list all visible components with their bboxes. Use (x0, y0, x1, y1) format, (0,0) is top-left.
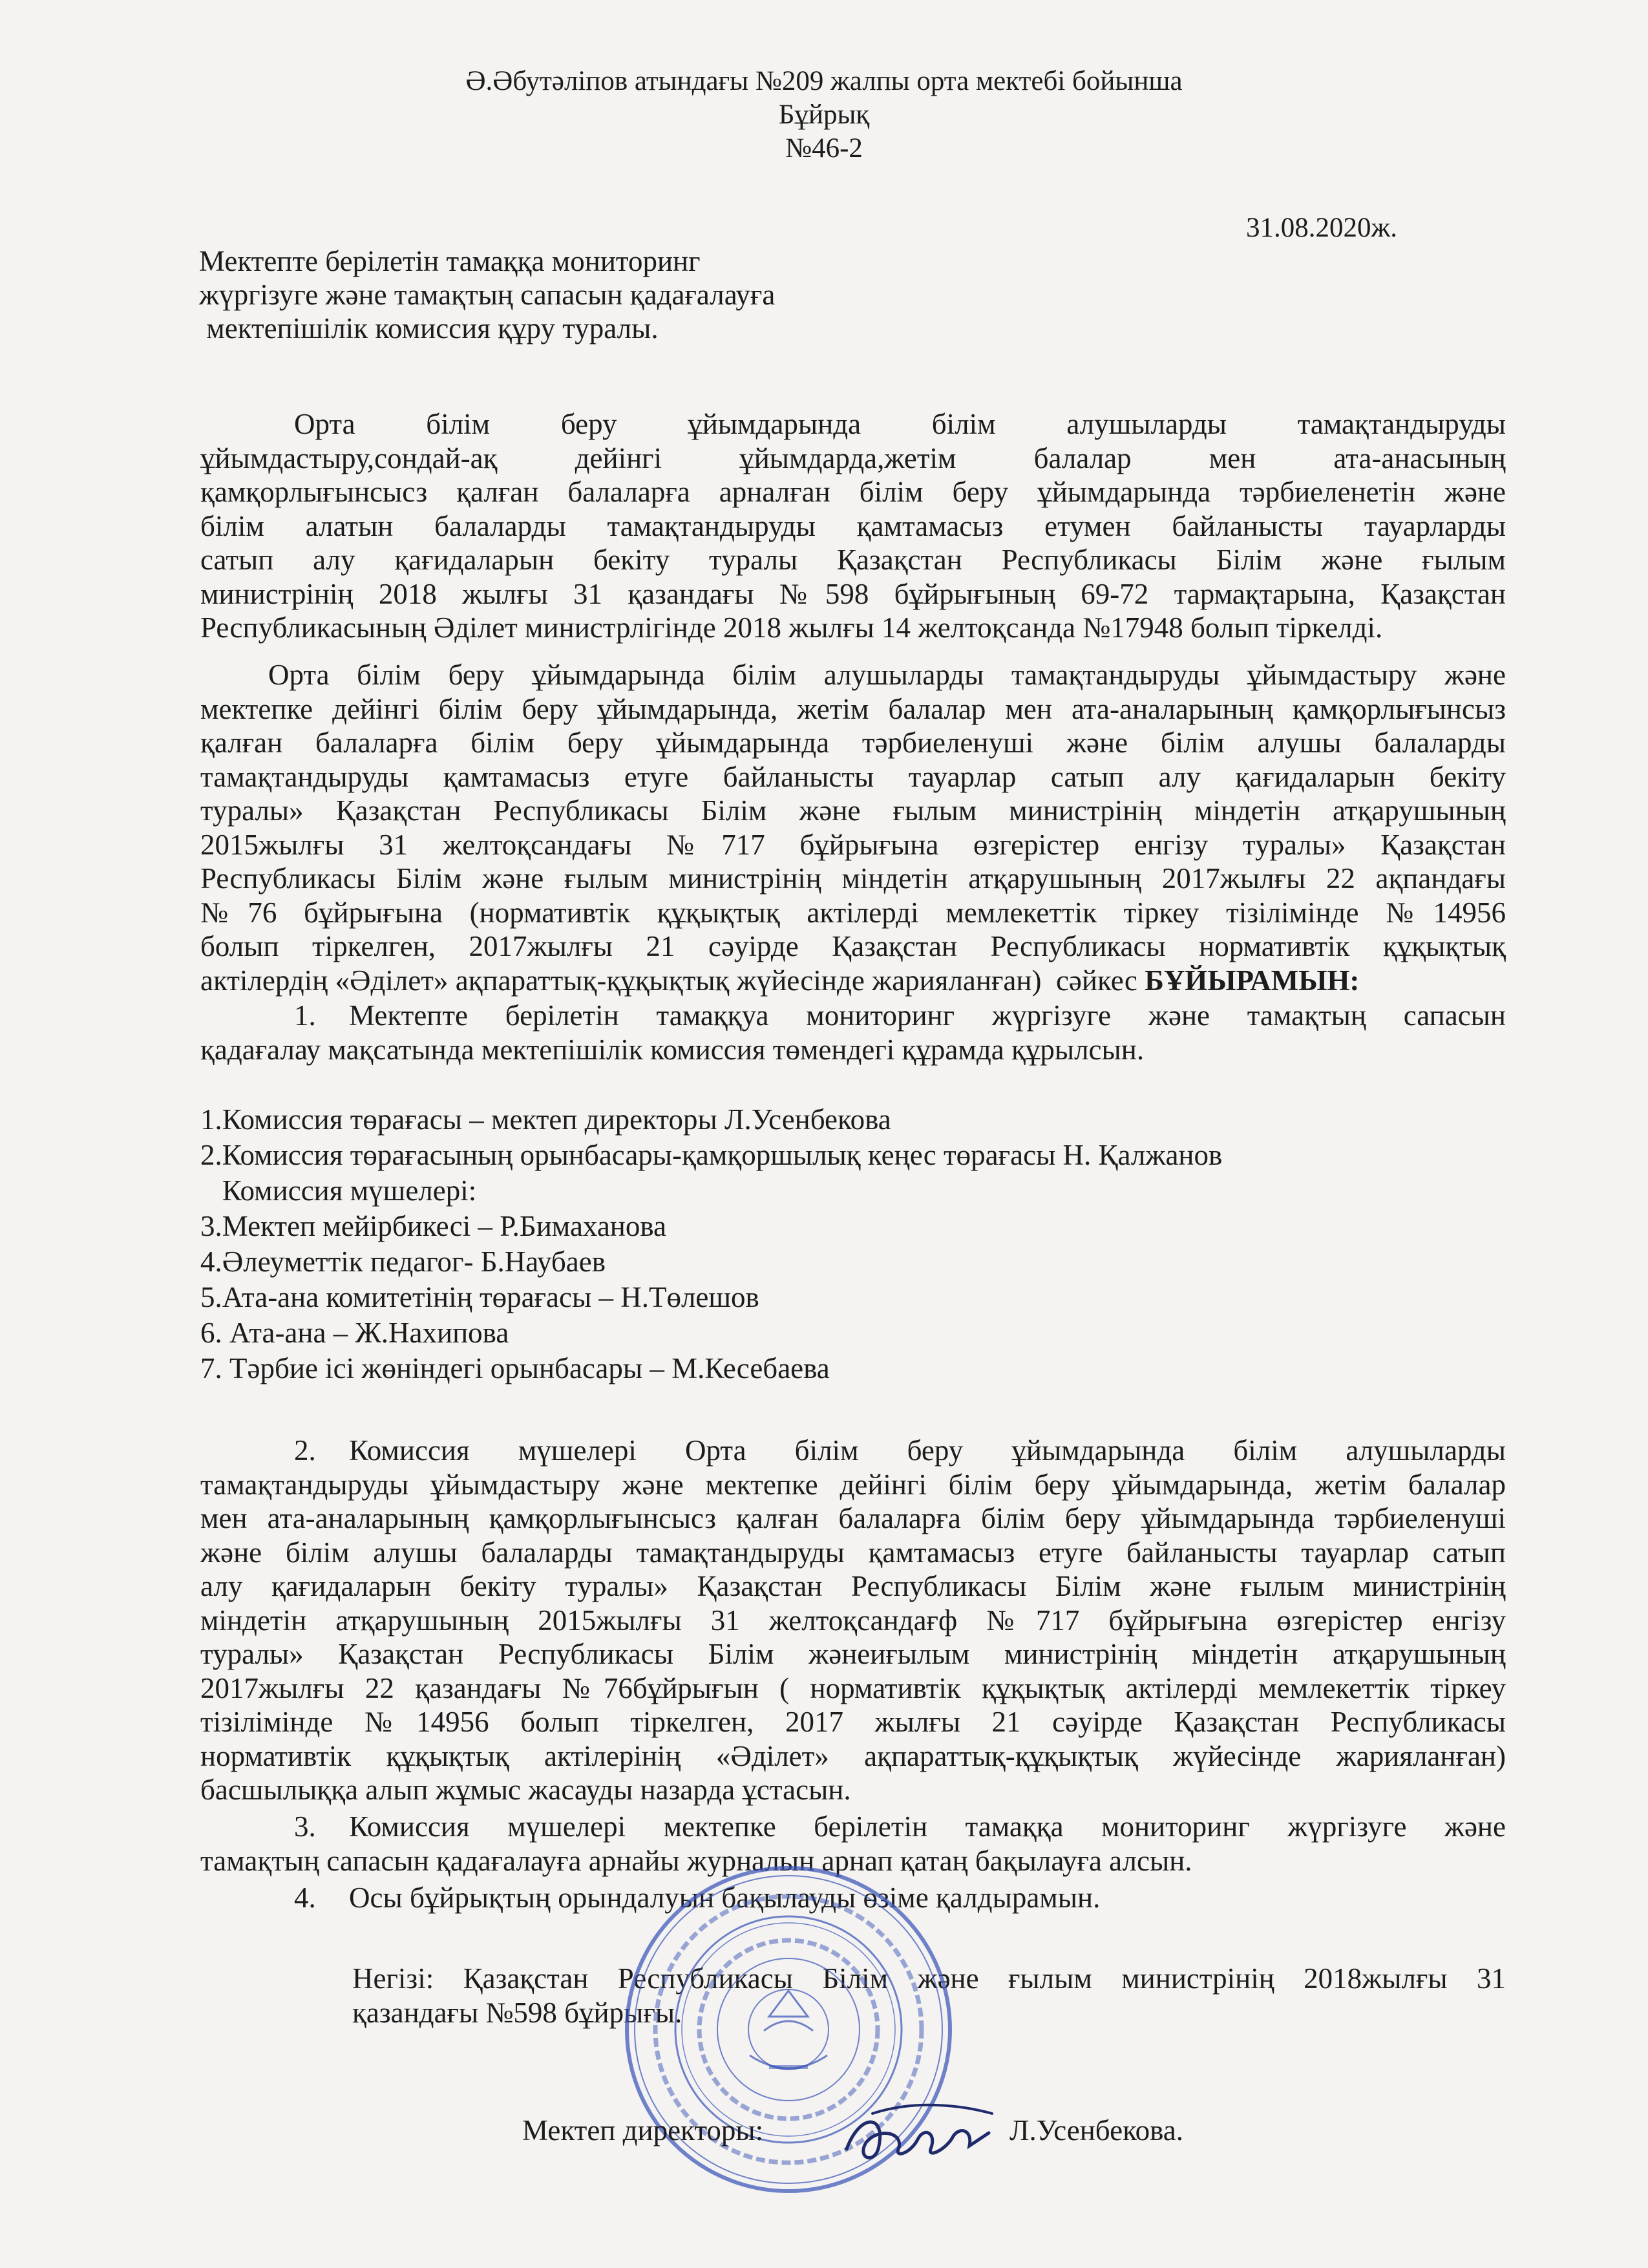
document-type: Бұйрық (778, 100, 870, 130)
text-line: туралы» Қазақстан Республикасы Білім және ғылым министрінің міндетін атқарушының (200, 794, 1506, 827)
item-number: 1. (294, 999, 316, 1032)
text-line: нормативтік құқықтық актілерінің «Әділет» ақпараттық-құқықтық жүйесінде жарияланған) (200, 1739, 1506, 1772)
item-number: 3. (294, 1810, 316, 1843)
subject-line: мектепішілік комиссия құру туралы. (199, 312, 659, 344)
text-line: министрінің 2018 жылғы 31 қазандағы №598 бұйрығының 69-72 тармақтарына, Қазақстан (200, 577, 1506, 610)
text-line: тізілімінде №14956 болып тіркелген, 2017 жылғы 21 сәуірде Қазақстан Республикасы (200, 1706, 1506, 1738)
text-line: басшылыққа алып жұмыс жасауды назарда ұстасын. (200, 1774, 851, 1806)
text-line: қазандағы №598 бұйрығы. (352, 1996, 682, 2029)
text-line: мектепке дейінгі білім беру ұйымдарында, жетім балалар мен ата-аналарының қамқорлығынсыз (200, 692, 1506, 725)
text-line: міндетін атқарушының 2015жылғы 31 желтоқсандағф №717 бұйрығына өзгерістер енгізу (200, 1604, 1506, 1637)
document-number: №46-2 (785, 133, 863, 164)
item-4-text: Осы бұйрықтың орындалуын бақылауды өзіме қалдырамын. (349, 1881, 1101, 1914)
text-line: туралы» Қазақстан Республикасы Білім жәнеиғылым министрінің міндетін атқарушының (200, 1638, 1506, 1670)
handwritten-signature (834, 2088, 1002, 2185)
member-line: 4.Әлеуметтік педагог- Б.Наубаев (200, 1245, 606, 1278)
text-line: Негізі: Қазақстан Республикасы Білім және ғылым министрінің 2018жылғы 31 (352, 1962, 1506, 1995)
document-date: 31.08.2020ж. (1246, 213, 1397, 243)
text-line: алу қағидаларын бекіту туралы» Қазақстан Республикасы Білім және ғылым министрінің (200, 1570, 1506, 1602)
subject-line: жүргізуге және тамақтың сапасын қадағалауға (199, 279, 776, 311)
text-line: Комиссия мүшелері мектепке берілетін тамаққа мониторинг жүргізуге және (349, 1810, 1506, 1843)
text-line: ұйымдастыру,сондай-ақ дейінгі ұйымдарда,жетім балалар мен ата-анасының (200, 441, 1506, 474)
item-1 (200, 999, 1506, 1066)
member-line: Комиссия мүшелері: (200, 1174, 477, 1207)
preamble-paragraph-2 (200, 658, 1506, 997)
text-line: тамақтың сапасын қадағалауға арнайы журналын арнап қатаң бақылауға алсын. (200, 1844, 1192, 1877)
text-line: және білім алушы балаларды тамақтандыруды қамтамасыз етуге байланысты тауарлар сатып (200, 1536, 1506, 1569)
member-line: 2.Комиссия төрағасының орынбасары-қамқоршылық кеңес төрағасы Н. Қалжанов (200, 1139, 1223, 1171)
member-line: 1.Комиссия төрағасы – мектеп директоры Л.Усенбекова (200, 1103, 891, 1136)
text-line (200, 964, 1506, 998)
text-line: №76 бұйрығына (нормативтік құқықтық актілерді мемлекеттік тіркеу тізілімінде №14956 (200, 896, 1506, 929)
text-line: қалған балаларға білім беру ұйымдарында тәрбиеленуші және білім алушы балаларды (200, 726, 1506, 759)
text-line: Орта білім беру ұйымдарында білім алушыларды тамақтандыруды ұйымдастыру және (268, 659, 1506, 691)
text-line: сатып алу қағидаларын бекіту туралы Қазақстан Республикасы Білім және ғылым (200, 544, 1506, 576)
text-line: 2015жылғы 31 желтоқсандағы №717 бұйрығына өзгерістер енгізу туралы» Қазақстан (200, 828, 1506, 861)
item-number: 4. (294, 1881, 316, 1914)
text-line: Мектепте берілетін тамаққуа мониторинг жүргізуге және тамақтың сапасын (349, 999, 1506, 1032)
text-line: Комиссия мүшелері Орта білім беру ұйымдарында білім алушыларды (349, 1434, 1506, 1467)
text-line: 2017жылғы 22 қазандағы №76бұйрығын ( нормативтік құқықтық актілерді мемлекеттік тіркеу (200, 1671, 1506, 1704)
text-line: білім алатын балаларды тамақтандыруды қамтамасыз етумен байланысты тауарларды (200, 509, 1506, 542)
text-line: Орта білім беру ұйымдарында білім алушыларды тамақтандыруды (294, 408, 1506, 440)
text-line: тамақтандыруды қамтамасыз етуге байланысты тауарлар сатып алу қағидаларын бекіту (200, 760, 1506, 793)
subject-line: Мектепте берілетін тамаққа мониторинг (199, 245, 701, 277)
text-line: қадағалау мақсатында мектепішілік комиссия төмендегі құрамда құрылсын. (200, 1033, 1145, 1066)
preamble-paragraph-1 (200, 407, 1506, 645)
signature-name: Л.Усенбекова. (1009, 2114, 1184, 2146)
text-line: Республикасы Білім және ғылым министрінің міндетін атқарушының 2017жылғы 22 ақпандағы (200, 862, 1506, 895)
text-line: мен ата-аналарының қамқорлығынсысз қалған балаларға білім беру ұйымдарында тәрбиеленуші (200, 1502, 1506, 1534)
school-name: Ә.Әбутәліпов атындағы №209 жалпы орта мектебі бойынша (465, 66, 1183, 96)
item-2 (200, 1434, 1506, 1807)
text-line: тамақтандыруды ұйымдастыру және мектепке дейінгі білім беру ұйымдарында, жетім балалар (200, 1468, 1506, 1501)
item-number: 2. (294, 1434, 316, 1467)
signature-title: Мектеп директоры: (522, 2114, 764, 2146)
text-fragment: актілердің «Әділет» ақпараттық-құқықтық жүйесінде жарияланған) сәйкес (200, 964, 1145, 997)
text-line: болып тіркелген, 2017жылғы 21 сәуірде Қазақстан Республикасы нормативтік құқықтық (200, 930, 1506, 962)
member-line: 3.Мектеп мейірбикесі – Р.Бимаханова (200, 1210, 667, 1242)
member-line: 7. Тәрбие ісі жөніндегі орынбасары – М.Кесебаева (200, 1352, 830, 1384)
member-line: 5.Ата-ана комитетінің төрағасы – Н.Төлешов (200, 1281, 759, 1313)
text-line: Республикасының Әділет министрлігінде 2018 жылғы 14 желтоқсанда №17948 болып тіркелді. (200, 611, 1383, 644)
order-word: БҰЙЫРАМЫН: (1145, 964, 1360, 997)
text-line: қамқорлығынсысз қалған балаларға арналған білім беру ұйымдарында тәрбиеленетін және (200, 476, 1506, 508)
member-line: 6. Ата-ана – Ж.Нахипова (200, 1317, 509, 1349)
